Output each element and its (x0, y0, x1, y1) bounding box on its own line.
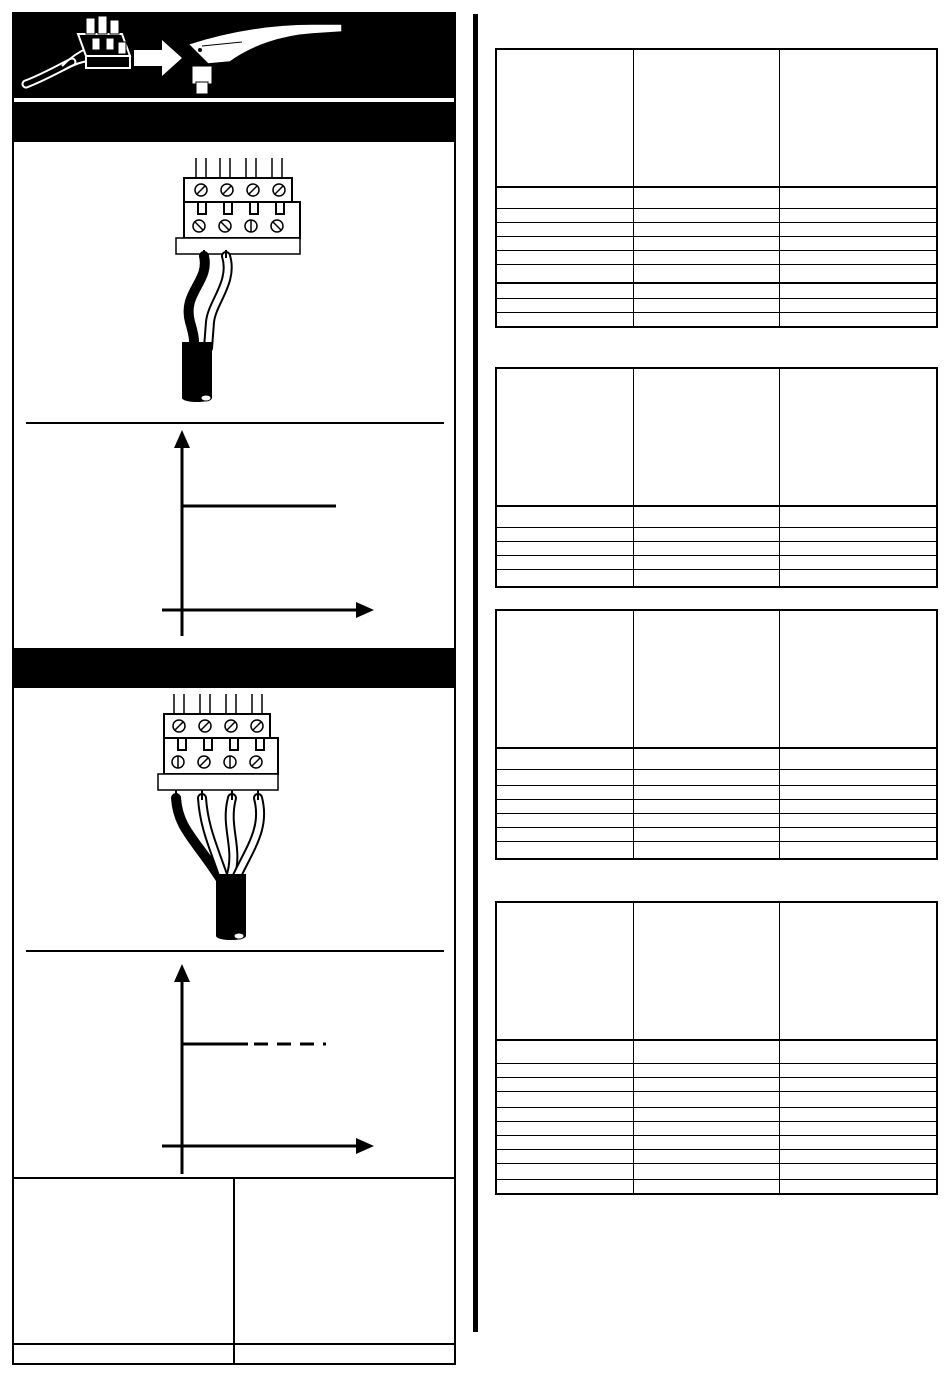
table-row-line (497, 799, 936, 800)
table-row-line (497, 208, 936, 209)
table-row-line (497, 785, 936, 786)
table-row-line (497, 555, 936, 556)
table-row-line (497, 505, 936, 507)
graph-x-axis (162, 602, 374, 618)
spec-table-1 (495, 48, 938, 328)
table-row-line (497, 1077, 936, 1078)
table-row-line (497, 569, 936, 570)
table-column-line (779, 50, 780, 326)
four-core-wiring-diagram (14, 688, 454, 950)
table-column-line (633, 369, 634, 586)
spec-table-3 (495, 609, 938, 860)
table-column-line (633, 50, 634, 326)
table-row-line (497, 1179, 936, 1180)
terminal-block (176, 178, 300, 254)
table-row-line (497, 264, 936, 265)
spec-table-4 (495, 901, 938, 1195)
table-row-line (497, 747, 936, 749)
table-row-line (497, 1121, 936, 1122)
arrow-right-icon (134, 40, 182, 76)
spec-table-2 (495, 367, 938, 588)
section-2-title-bar (12, 648, 456, 688)
table-row-line (497, 769, 936, 770)
table-row-line (497, 222, 936, 223)
table-row-line (497, 841, 936, 842)
table-row-line (497, 1163, 936, 1164)
table-column-line (633, 611, 634, 858)
table-row-line (497, 186, 936, 188)
table-column-line (779, 611, 780, 858)
column-divider (473, 14, 478, 1332)
table-row-line (497, 250, 936, 251)
table-row-line (497, 236, 936, 237)
two-core-wiring-diagram (14, 142, 454, 422)
table-row-line (497, 1039, 936, 1041)
table-row-line (497, 312, 936, 313)
two-core-cable (182, 250, 228, 402)
table-row-line (497, 1149, 936, 1150)
table-row-line (497, 827, 936, 828)
table-row-line (497, 298, 936, 299)
header-illustration-band (12, 12, 456, 98)
terminal-block-icon (26, 16, 130, 84)
light-fitting-icon (188, 24, 342, 94)
section-2-graph (14, 952, 454, 1176)
table-row-line (497, 541, 936, 542)
section-1-title-bar (12, 102, 456, 142)
table-row-line (497, 813, 936, 814)
table-row-line (497, 1135, 936, 1136)
table-row-line (497, 527, 936, 528)
terminal-block (158, 714, 278, 790)
table-row-line (497, 1091, 936, 1092)
four-core-cable (176, 790, 260, 940)
table-row-line (497, 282, 936, 284)
graph-y-axis (174, 964, 190, 1174)
graph-y-axis (174, 430, 190, 636)
footer-table (12, 1177, 456, 1365)
section-1-graph (14, 424, 454, 646)
graph-x-axis (162, 1138, 374, 1154)
table-row-line (497, 1063, 936, 1064)
footer-table-column-divider (233, 1179, 235, 1363)
footer-table-row-divider (14, 1343, 454, 1345)
table-column-line (779, 369, 780, 586)
table-row-line (497, 1107, 936, 1108)
